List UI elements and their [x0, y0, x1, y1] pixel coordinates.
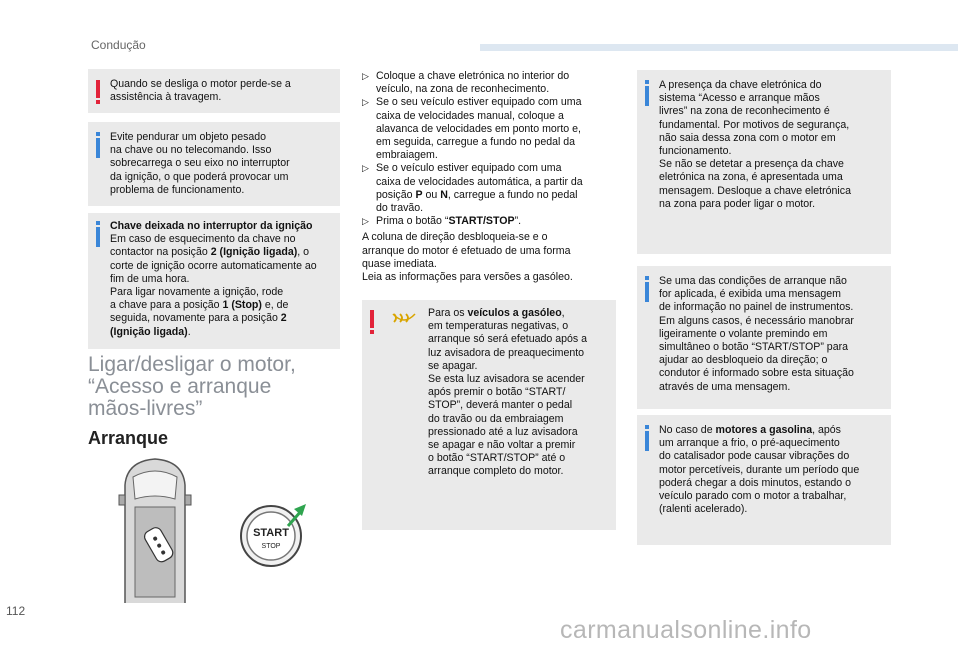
text-line: Leia as informações para versões a gasóleo.: [362, 271, 573, 284]
text-line: da ignição, o que poderá provocar um: [110, 170, 289, 183]
text-line: contactor na posição 2 (Ignição ligada), o: [110, 246, 310, 259]
car-top-view-illustration: [105, 455, 205, 605]
text-line: (ralenti acelerado).: [659, 503, 748, 516]
text-line: livres” na zona de reconhecimento é: [659, 105, 830, 118]
text-line: Evite pendurar um objeto pesado: [110, 131, 267, 143]
text-line: A presença da chave eletrónica do: [659, 79, 822, 91]
info-box-petrol-engines: [637, 415, 891, 545]
text-line: do travão ou da embraiagem: [428, 412, 564, 425]
step-item: ▷ Coloque a chave eletrónica no interior do veículo, na zona de reconhecimento.: [362, 70, 570, 96]
info-box-title: Chave deixada no interruptor da ignição: [110, 220, 313, 232]
text-line: sistema “Acesso e arranque mãos: [659, 92, 820, 105]
step-item: ▷ Prima o botão “START/STOP”.: [362, 215, 522, 228]
arrow-bullet-icon: ▷: [362, 216, 369, 227]
text-line: a chave para a posição 1 (Stop) e, de: [110, 299, 289, 312]
page-header-section: Condução: [91, 38, 146, 52]
warning-box-diesel: [362, 300, 616, 530]
warning-box-brake-assist: [88, 69, 340, 113]
text-line: STOP”, deverá manter o pedal: [428, 399, 573, 412]
text-line: do catalisador pode causar vibrações do: [659, 450, 850, 463]
text-line: arranque completo do motor.: [428, 465, 564, 478]
text-line: funcionamento.: [659, 145, 732, 158]
text-line: pressionado até a luz avisadora: [428, 425, 578, 438]
start-procedure-steps: [362, 70, 624, 284]
text-line: de informação no painel de instrumentos.: [659, 301, 854, 314]
info-icon: [645, 431, 649, 451]
text-line: Se não se detetar a presença da chave: [659, 158, 844, 171]
text-line: após premir o botão “START/: [428, 386, 566, 399]
warning-icon: [96, 80, 100, 98]
text-line: Se uma das condições de arranque não: [659, 275, 847, 287]
text-line: simultâneo o botão “START/STOP” para: [659, 341, 849, 354]
text-line: através de uma mensagem.: [659, 380, 791, 393]
info-box-key-presence: [637, 70, 891, 254]
text-line: Em alguns casos, é necessário manobrar: [659, 314, 854, 327]
text-line: Quando se desliga o motor perde-se a: [110, 78, 291, 90]
text-line: corte de ignição ocorre automaticamente ao: [110, 259, 317, 272]
preheating-glow-plug-icon: [392, 312, 416, 326]
arrow-bullet-icon: ▷: [362, 163, 369, 174]
info-icon: [96, 138, 100, 158]
text-line: assistência à travagem.: [110, 91, 222, 104]
text-line: mensagem. Desloque a chave eletrónica: [659, 184, 851, 197]
text-line: se apagar.: [428, 359, 478, 372]
step-item: ▷ Se o veículo estiver equipado com uma caixa de velocidades automática, a partir da posição P ou N, carregue a fundo no pedal do travão.: [362, 162, 583, 215]
info-box-start-conditions: [637, 266, 891, 409]
text-line: veículo parado com o motor a trabalhar,: [659, 490, 847, 503]
info-icon: [645, 282, 649, 302]
info-icon: [96, 227, 100, 247]
arrow-bullet-icon: ▷: [362, 71, 369, 81]
text-line: arranque do motor é efetuado de uma forma: [362, 244, 571, 257]
text-line: Para ligar novamente a ignição, rode: [110, 286, 284, 299]
text-line: ajudar ao desbloqueio da direção; o: [659, 354, 828, 367]
text-line: A coluna de direção desbloqueia-se e o: [362, 231, 548, 244]
text-line: arranque só será efetuado após a: [428, 333, 588, 346]
text-line: em temperaturas negativas, o: [428, 320, 569, 333]
text-line: Para os veículos a gasóleo,: [428, 307, 565, 319]
button-stop-label: STOP: [261, 543, 281, 550]
text-line: No caso de motores a gasolina, após: [659, 424, 841, 436]
text-line: fundamental. Por motivos de segurança,: [659, 118, 850, 131]
text-line: condutor é informado sobre esta situação: [659, 367, 854, 380]
step-item: ▷ Se o seu veículo estiver equipado com uma caixa de velocidades manual, coloque a alavanca de velocidades em ponto morto e, em seguida, carregue a fundo no pedal da embraiagem.: [362, 96, 582, 162]
text-line: se apagar e não voltar a premir: [428, 439, 576, 452]
text-line: sobrecarrega o seu eixo no interruptor: [110, 157, 290, 170]
watermark-text: carmanualsonline.info: [560, 616, 812, 644]
text-line: poderá chegar a dois minutos, estando o: [659, 476, 851, 489]
warning-icon: [370, 310, 374, 328]
text-line: luz avisadora de preaquecimento: [428, 346, 585, 359]
text-line: na zona para poder ligar o motor.: [659, 197, 816, 210]
text-line: motor percetíveis, durante um período que: [659, 463, 860, 476]
text-line: Em caso de esquecimento da chave no: [110, 233, 296, 246]
text-line: na chave ou no telecomando. Isso: [110, 144, 272, 157]
text-line: Se esta luz avisadora se acender: [428, 373, 585, 386]
section-subtitle: Arranque: [88, 428, 169, 448]
text-line: ligeiramente o volante premindo em: [659, 327, 828, 340]
page-number: 112: [6, 604, 26, 618]
info-box-heavy-key: [88, 122, 340, 206]
text-line: o botão “START/STOP” até o: [428, 452, 566, 465]
info-icon: [645, 86, 649, 106]
arrow-bullet-icon: ▷: [362, 97, 369, 108]
header-bar: [480, 44, 958, 51]
start-stop-button-illustration: [232, 500, 312, 570]
text-line: (Ignição ligada).: [110, 325, 191, 338]
info-box-key-left-in-ignition: [88, 213, 340, 349]
text-line: for aplicada, é exibida uma mensagem: [659, 288, 841, 301]
button-start-label: START: [253, 527, 289, 539]
section-title: Ligar/desligar o motor, “Acesso e arranque mãos-livres”: [88, 353, 296, 420]
text-line: não saia dessa zona com o motor em: [659, 131, 836, 144]
text-line: fim de uma hora.: [110, 272, 190, 285]
text-line: quase imediata.: [362, 257, 437, 270]
text-line: problema de funcionamento.: [110, 183, 245, 196]
text-line: seguida, novamente para a posição 2: [110, 312, 287, 325]
text-line: eletrónica na zona, é apresentada uma: [659, 171, 843, 184]
text-line: um arranque a frio, o pré-aquecimento: [659, 437, 840, 450]
